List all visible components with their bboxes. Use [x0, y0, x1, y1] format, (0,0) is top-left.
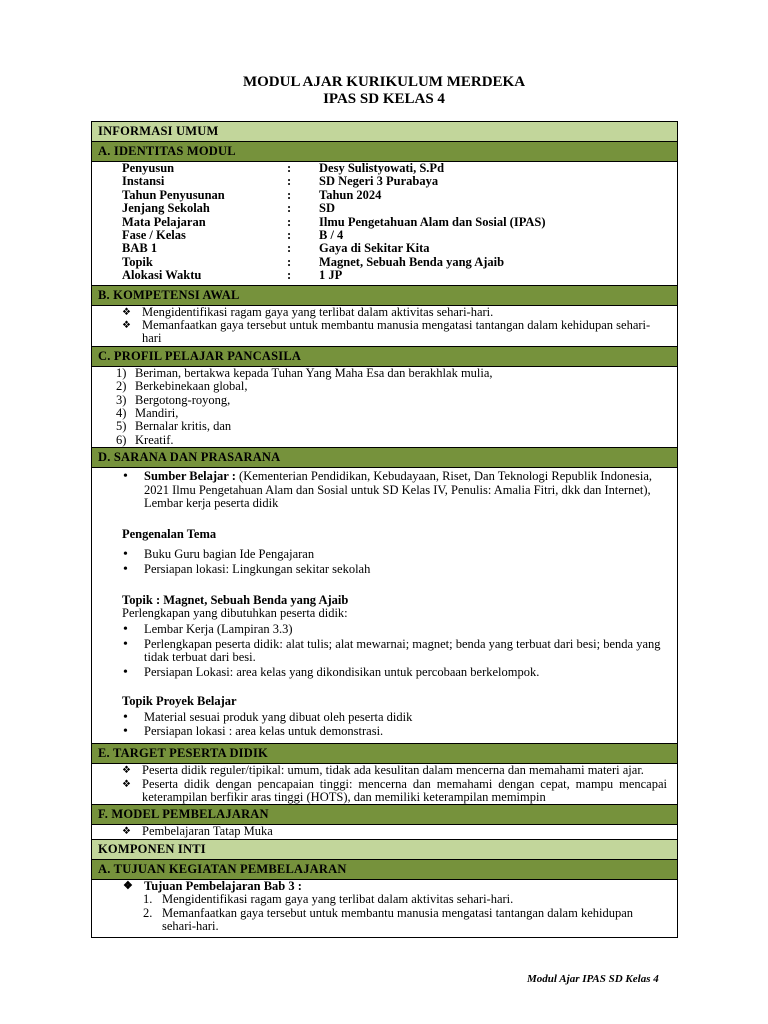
list-text: Memanfaatkan gaya tersebut untuk membantu manusia mengatasi tantangan dalam kehidupan sehari-hari.	[162, 905, 634, 934]
spacer	[92, 510, 677, 524]
kompetensi-body	[92, 306, 677, 347]
section-identitas-modul: A. IDENTITAS MODUL	[92, 142, 677, 162]
identity-key: Penyusun	[122, 161, 175, 175]
section-kompetensi-awal: B. KOMPETENSI AWAL	[92, 286, 677, 306]
list-item	[116, 379, 667, 394]
identity-row	[122, 175, 677, 188]
list-text: Bergotong-royong,	[135, 392, 231, 407]
identity-value: Gaya di Sekitar Kita	[319, 241, 430, 256]
list-item	[116, 365, 667, 380]
list-item: • Buku Guru bagian Ide Pengajaran	[144, 548, 661, 561]
list-item: • Persiapan lokasi : area kelas untuk demonstrasi.	[144, 725, 661, 738]
target-body	[92, 764, 677, 805]
topik-intro: Perlengkapan yang dibutuhkan peserta didik:	[122, 606, 348, 621]
topik-list	[92, 623, 677, 679]
identity-row	[122, 229, 677, 242]
list-item	[143, 892, 667, 907]
list-text: Mengidentifikasi ragam gaya yang terlibat dalam aktivitas sehari-hari.	[162, 892, 514, 907]
document-subtitle: IPAS SD KELAS 4	[323, 91, 445, 107]
sumber-label: Sumber Belajar :	[144, 469, 236, 484]
identity-key: Tahun Penyusunan	[122, 187, 225, 202]
list-number: 1.	[143, 892, 153, 907]
identity-key: Topik	[122, 254, 153, 269]
identity-value: B / 4	[319, 227, 344, 242]
identity-row	[122, 256, 677, 269]
list-item: • Material sesuai produk yang dibuat oleh peserta didik	[144, 711, 661, 724]
sarana-body	[92, 468, 677, 744]
section-model-pembelajaran: F. MODEL PEMBELAJARAN	[92, 805, 677, 825]
list-number: 5)	[116, 419, 127, 434]
identity-colon: :	[287, 174, 292, 189]
section-informasi-umum: INFORMASI UMUM	[92, 122, 677, 142]
list-number: 6)	[116, 432, 127, 447]
identity-colon: :	[287, 241, 292, 256]
list-item	[116, 419, 667, 434]
page-footer: Modul Ajar IPAS SD Kelas 4	[527, 973, 659, 985]
list-item	[116, 432, 667, 447]
identity-key: Mata Pelajaran	[122, 214, 206, 229]
list-item: ❖ Peserta didik reguler/tipikal: umum, tidak ada kesulitan dalam mencerna dan memahami materi ajar.	[142, 764, 667, 777]
identity-key: Jenjang Sekolah	[122, 201, 210, 216]
topik-title: Topik : Magnet, Sebuah Benda yang Ajaib	[122, 592, 349, 607]
tujuan-list	[92, 893, 677, 933]
spacer	[92, 679, 677, 695]
list-item	[116, 392, 667, 407]
section-komponen-inti: KOMPONEN INTI	[92, 840, 677, 860]
identity-key: Alokasi Waktu	[122, 268, 202, 283]
profil-list	[92, 367, 677, 447]
identity-value: SD	[319, 201, 335, 216]
identity-colon: :	[287, 227, 292, 242]
list-text: Kreatif.	[135, 432, 174, 447]
tujuan-body	[92, 880, 677, 937]
proyek-title: Topik Proyek Belajar	[122, 694, 237, 709]
identity-value: 1 JP	[319, 268, 343, 283]
identity-colon: :	[287, 268, 292, 283]
identity-colon: :	[287, 214, 292, 229]
list-item	[143, 905, 667, 934]
document-title: MODUL AJAR KURIKULUM MERDEKA	[242, 74, 526, 90]
list-item: • Perlengkapan peserta didik: alat tulis; alat mewarnai; magnet; benda yang terbuat dari besi; benda yang tidak terbuat dari besi.	[144, 638, 661, 665]
list-item: • Lembar Kerja (Lampiran 3.3)	[144, 623, 661, 636]
identity-key: Instansi	[122, 174, 165, 189]
sumber-list	[92, 470, 677, 510]
kompetensi-list	[92, 306, 677, 346]
identity-table	[92, 162, 677, 286]
identity-value: Desy Sulistyowati, S.Pd	[319, 161, 445, 175]
sumber-text: (Kementerian Pendidikan, Kebudayaan, Riset, Dan Teknologi Republik Indonesia, 2021 Ilmu Pengetahuan Alam dan Sosial untuk SD Kelas IV, Penulis: Amalia Fitri, dkk dan Internet), Lembar kerja peserta didik	[144, 469, 653, 510]
spacer	[92, 577, 677, 591]
identity-row	[122, 216, 677, 229]
identity-value: Tahun 2024	[319, 187, 382, 202]
identity-row	[122, 269, 677, 282]
list-item	[116, 405, 667, 420]
identity-colon: :	[287, 187, 292, 202]
identity-value: SD Negeri 3 Purabaya	[319, 174, 439, 189]
proyek-list	[92, 711, 677, 738]
identity-row	[122, 162, 677, 175]
list-number: 3)	[116, 392, 127, 407]
list-item	[144, 470, 661, 510]
list-text: Berkebinekaan global,	[135, 379, 248, 394]
identity-key: BAB 1	[122, 241, 158, 256]
list-item: • Persiapan Lokasi: area kelas yang dikondisikan untuk percobaan berkelompok.	[144, 666, 661, 679]
model-body	[92, 825, 677, 839]
list-number: 1)	[116, 365, 127, 380]
list-item: • Persiapan lokasi: Lingkungan sekitar sekolah	[144, 563, 661, 576]
identity-value: Magnet, Sebuah Benda yang Ajaib	[319, 254, 505, 269]
pengenalan-list	[92, 548, 677, 577]
list-number: 4)	[116, 405, 127, 420]
list-text: Mandiri,	[135, 405, 179, 420]
list-item: ❖ Peserta didik dengan pencapaian tinggi: mencerna dan memahami dengan cepat, mampu mencapai keterampilan berfikir aras tinggi (HOTS), dan memiliki keterampilan memimpin	[142, 778, 667, 805]
section-target-peserta: E. TARGET PESERTA DIDIK	[92, 744, 677, 764]
identity-colon: :	[287, 161, 292, 175]
list-number: 2.	[143, 905, 153, 920]
pengenalan-title: Pengenalan Tema	[122, 527, 217, 542]
identity-row	[122, 189, 677, 202]
identity-value: Ilmu Pengetahuan Alam dan Sosial (IPAS)	[319, 214, 546, 229]
identity-colon: :	[287, 201, 292, 216]
list-number: 2)	[116, 379, 127, 394]
identity-row	[122, 202, 677, 215]
profil-body	[92, 367, 677, 448]
identity-key: Fase / Kelas	[122, 227, 186, 242]
list-item: ❖ Pembelajaran Tatap Muka	[142, 825, 667, 838]
section-profil-pelajar: C. PROFIL PELAJAR PANCASILA	[92, 347, 677, 367]
list-item: ❖ Memanfaatkan gaya tersebut untuk membantu manusia mengatasi tantangan dalam kehidupan sehari-hari	[142, 319, 667, 346]
target-list	[92, 764, 677, 804]
identity-colon: :	[287, 254, 292, 269]
model-list	[92, 825, 677, 838]
module-table	[91, 121, 678, 938]
list-text: Beriman, bertakwa kepada Tuhan Yang Maha Esa dan berakhlak mulia,	[135, 365, 493, 380]
identity-row	[122, 242, 677, 255]
tujuan-subtitle: ❖ Tujuan Pembelajaran Bab 3 :	[92, 880, 677, 893]
section-tujuan-kegiatan: A. TUJUAN KEGIATAN PEMBELAJARAN	[92, 860, 677, 880]
list-text: Bernalar kritis, dan	[135, 419, 232, 434]
section-sarana-prasarana: D. SARANA DAN PRASARANA	[92, 448, 677, 468]
list-item: ❖ Mengidentifikasi ragam gaya yang terlibat dalam aktivitas sehari-hari.	[142, 306, 667, 319]
